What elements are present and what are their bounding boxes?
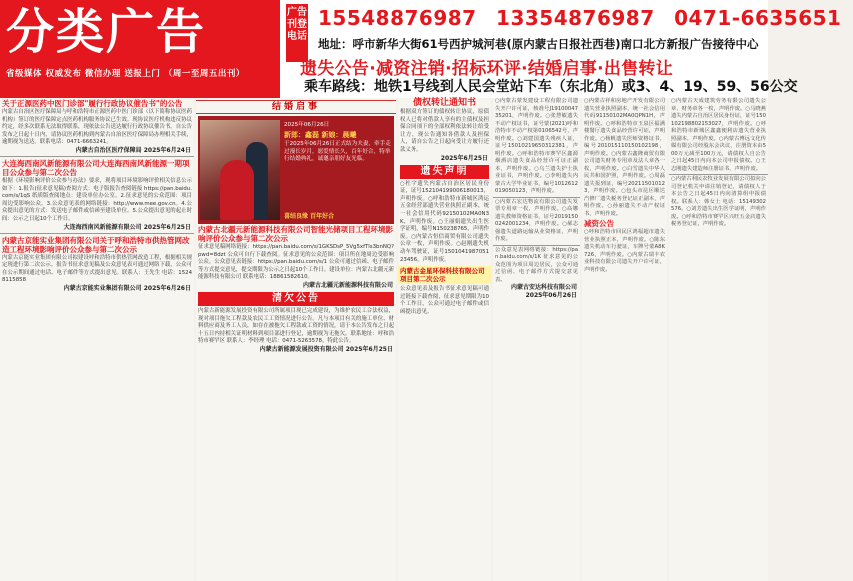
notice-signature: 内蒙古京能实业集团有限公司 2025年6月26日 [63, 284, 191, 292]
notice-signature: 大连海西南风新能源有限公司 2025年6月25日 [63, 223, 191, 231]
ad-categories: 遗失公告·减资注销·招标环评·结婚启事·出售转让 [300, 59, 674, 79]
wedding-date: 2025年06月26日 [284, 122, 330, 128]
notice-body: 内蒙古自治区医疗保障局与呼和浩特市正源医药中医门诊部（以下简称协议医药机构）签订的医疗保障定点医药机构服务协议已生效。现协议医疗机构违反协议约定，经多次联系无法取得联系，现依法公告送达履行行政协议催告书。自公告发布之日起十日内，请协议医药机构到内蒙古自治区医疗保障局办理相关手续，逾期视为送达。联系电话：0471-6663241。 [2, 109, 192, 146]
notice-headline: 内蒙古金星环保科技有限公司项目第二次公示 [398, 266, 491, 284]
wedding-photo [200, 120, 280, 220]
column-5 [582, 98, 667, 581]
divider [0, 233, 194, 234]
notice-signature: 2025年6月25日 [440, 154, 488, 162]
notice-headline: 关于正源医药中医门诊部"履行行政协议催告书"的公告 [2, 99, 183, 108]
notice-body: ○内蒙古天成建筑劳务有限公司遗失公章、财务章各一枚，声明作废。○马晓燕遗失内蒙古自治区居民身份证，证号150102198802153027，声明作废。○呼和浩特市新城区鑫鑫便利店遗失营业执照副本，声明作废。○内蒙古博远文化传媒有限公司经股东会决议，注册资本由500万元减至100万元，请债权人自公告之日起45日内向本公司申报债权。○王志刚遗失建造师注册证书，声明作废。 [671, 98, 766, 172]
notice-body: ○内蒙古利民农牧业发展有限公司拟向公司登记机关申请注销登记，请债权人于本公告之日起45日内向清算组申报债权。联系人：韩女士 电话：15149302576。○刘芳遗失出生医学证明，声明作废。○呼和浩特市赛罕区兴旺五金店遗失税务登记证，声明作废。 [671, 176, 766, 227]
notice-body: 根据《环境影响评价公众参与办法》要求，现将项目环境影响评价相关信息公示如下：1.报告(征求意见稿)查阅方式：电子版报告查阅链接 https://pan.baidu.com/s/1qS 纸质版查阅地点：建设单位办公室。2.征求意见的公众范围：项目周边受影响公众。3.公众意见表的网络链接：http://www.mee.gov.cn。4.公众提出意见的方式：发送电子邮件或信函至建设单位。5.公众提出意见的起止时间：公示之日起10个工作日。 [2, 177, 192, 222]
ad-phone-tag: 广告刊登电话 [286, 4, 308, 62]
lost-notice-title: 遗失声明 [400, 165, 489, 179]
wedding-info [284, 122, 394, 164]
wedding-footer: 喜结良缘 百年好合 [284, 213, 335, 220]
notice-signature: 内蒙古北疆元新能源科技有限公司 [302, 281, 393, 289]
groom-name: 新郎：鑫磊 [284, 130, 319, 139]
notice-body: 公众意见表及报告书征求意见稿可通过链接下载查阅，征求意见期限为10个工作日，公众可通过电子邮件或信函提出意见。 [400, 286, 489, 315]
transit-route: 乘车路线：地铁1号线到人民会堂站下车（东北角）或3、4、19、59、56公交 [304, 79, 798, 95]
masthead-logo [0, 0, 280, 98]
office-address: 地址：呼市新华大街61号西护城河巷(原内蒙古日报社西巷)南口北方新报广告接待中心 [318, 37, 759, 51]
bride-figure [220, 160, 254, 220]
divider [0, 156, 194, 157]
wedding-banner: 结婚启事 [196, 100, 396, 114]
column-3 [398, 98, 491, 581]
notice-body: 内蒙古京能实业集团有限公司拟建设呼和浩特市供热管网改造工程，根据相关规定现进行第二次公示。报告书征求意见稿及公众意见表可通过网络下载，公众可在公示期间通过电话、电子邮件等方式提出意见。联系人：王先生 电话：15248115858 [2, 254, 192, 284]
divider [493, 245, 580, 246]
notice-headline: 大连海西南风新能源有限公司大连海西南风新能源一期项目公众参与第二次公告 [2, 158, 190, 177]
wedding-announcement [198, 116, 394, 224]
notice-headline: 债权转让通知书 [412, 98, 476, 108]
divider [493, 197, 580, 198]
notice-body: ○内蒙古蒙发建设工程有限公司遗失开户许可证，核准号J1910004735201，声明作废。○张慧敏遗失不动产权证书，证号蒙(2021)呼和浩特市不动产权第0106542号，声明作废。○刘建国遗失残疾人证，证号15010219650312381，声明作废。○呼和浩特市赛罕区鑫源烟酒店遗失食品经营许可证正副本，声明作废。○乌兰遗失护士执业证书，声明作废。○李明遗失内蒙古大学毕业证书，编号1012612019050123，声明作废。 [495, 98, 578, 194]
column-4 [493, 98, 580, 581]
notice-signature: 内蒙古自治区医疗保障局 2025年6月24日 [75, 146, 191, 154]
bride-name: 新娘：晨曦 [321, 130, 357, 139]
divider [669, 174, 768, 175]
couple-names [284, 132, 394, 140]
notice-body: 内蒙古新能源发展投资有限公司所属项目现已完成建设，为维护农民工合法权益，现对项目拖欠工程款及农民工工资情况进行公告。凡与本项目有关的施工单位、材料供应商及务工人员，如存在被拖欠工程款或工资的情况，请于本公告发布之日起十五日内持相关证明材料到项目部进行登记，逾期视为无拖欠。联系地址：呼和浩特市赛罕区 联系人：李经理 电话：0471-5263578。特此公告。 [198, 307, 394, 345]
header [0, 0, 842, 98]
notice-body: ○杜宇遗失内蒙古自治区居民身份证，证号152104199006180013，声明作废。○呼和浩特市新城区鸿运五金经营部遗失营业执照正副本，统一社会信用代码92150102MA0N3K，声明作废。○王丽娟遗失出生医学证明，编号N150238765，声明作废。○内蒙古恒信商贸有限公司遗失公章一枚，声明作废。○赵刚遗失机动车驾驶证，证号150104198705123456，声明作废。 [400, 180, 489, 263]
column-1 [0, 98, 194, 581]
column-6 [669, 98, 768, 581]
phone-number: 15548876987 [318, 6, 477, 30]
notice-body: 公众意见表网络链接：https://pan.baidu.com/s/1K 征求意见的公众范围为项目周边居民，公众可通过信函、电子邮件方式提交意见表。 [495, 246, 578, 283]
notice-body: ○呼和浩特市回民区鸿福超市遗失营业执照正本，声明作废。○陈东遗失机动车行驶证，车牌号蒙A8K726，声明作废。○内蒙古瑞丰农业科技有限公司遗失开户许可证，声明作废。 [584, 229, 665, 273]
notice-body: ○内蒙古宏达物流有限公司遗失发票专用章一枚，声明作废。○高娜遗失教师资格证书，证号20191500242001234，声明作废。○郝志强遗失道路运输从业资格证，声明作废。 [495, 198, 578, 242]
masthead-title: 分类广告 [6, 4, 207, 60]
phone-number: 13354876987 [496, 6, 655, 30]
notice-body: 征求意见稿网络链接：https://pan.baidu.com/s/1GKSDsP_5Vg5xfTls3bnNQ?pwd=8dzt 公众可自行下载查阅。征求意见的公众范围：项目所在地周边受影响公众。公众意见表链接：https://pan.baidu.com/s/1 公众可通过信函、电子邮件等方式提交意见，提交期限为公示之日起10个工作日。建设单位：内蒙古北疆元新能源科技有限公司 联系电话：18861582610。 [198, 244, 394, 281]
debt-notice-title: 清欠公告 [198, 292, 394, 306]
phone-numbers [318, 6, 853, 30]
notice-signature: 内蒙古新能源发展投资有限公司 2025年6月25日 [259, 345, 393, 353]
notice-body: 根据双方签订的债权转让协议，原债权人已将对借款人享有的主债权及担保合同项下的全部权利依法转让给受让方，现公告通知各借款人及担保人，请自公告之日起向受让方履行还款义务。 [400, 109, 489, 153]
notice-signature: 内蒙古安达科技有限公司 2025年06月26日 [510, 284, 577, 299]
notice-headline: 减资公告 [584, 219, 614, 228]
column-2 [196, 98, 396, 581]
notice-body: ○内蒙古祥和房地产开发有限公司遗失营业执照副本，统一社会信用代码91150102MA0QPN1H，声明作废。○呼和浩特市玉泉区福满楼餐厅遗失食品经营许可证，声明作废。○杨帆遗失医师资格证书，编号201015110150102198，声明作废。○内蒙古鑫隆商贸有限公司遗失财务专用章及法人章各一枚，声明作废。○白雪遗失中华人民共和国护照，声明作废。○周磊遗失报到证，编号202115010123，声明作废。○包头市昆区顺达汽修厂遗失税务登记证正副本，声明作废。○孙丽遗失不动产权证书，声明作废。 [584, 98, 665, 217]
masthead-subtitle: 省级媒体 权威发布 微信办理 送报上门 （周一至周五出刊） [6, 69, 245, 79]
notice-headline: 内蒙古京能实业集团有限公司关于呼和浩特市供热管网改造工程环境影响评价公众参与第二次公示 [2, 235, 190, 254]
phone-number: 0471-6635651 [674, 6, 842, 30]
wedding-text: 于2025年06月26日正式结为夫妻，牵手走过漫长岁月，愿爱情长久，百年好合，特举行结婚典礼，诚邀亲朋好友光临。 [284, 141, 391, 162]
notice-headline: 内蒙古北疆元新能源科技有限公司智能光储项目工程环境影响评价公众参与第二次公示 [198, 225, 393, 243]
